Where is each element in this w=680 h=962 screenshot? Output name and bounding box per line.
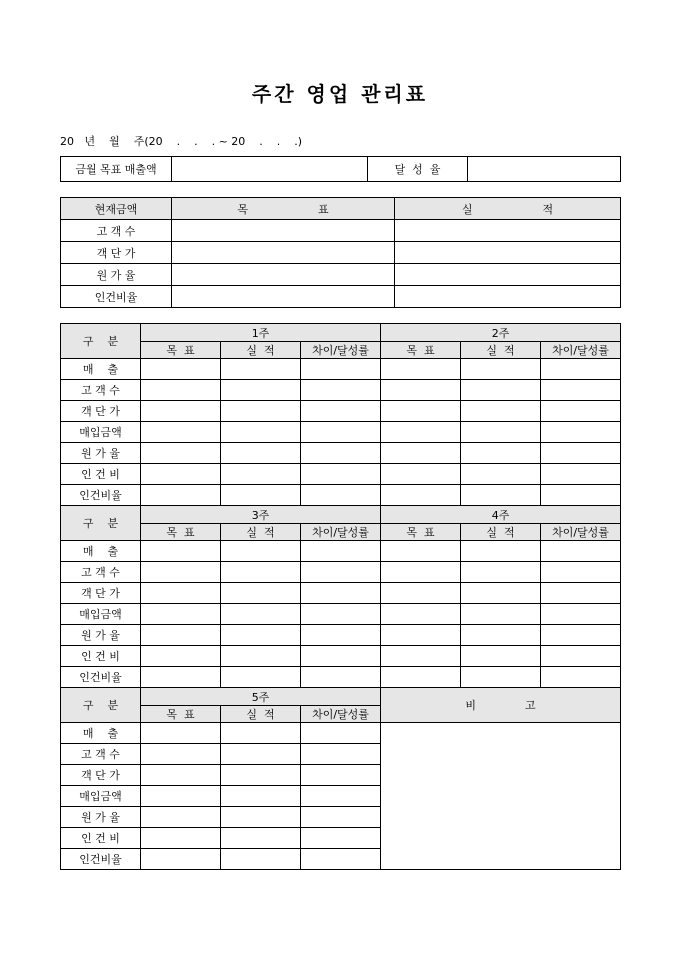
value-cell[interactable] <box>141 380 221 401</box>
table-row <box>61 443 621 464</box>
week-label: 5주 <box>141 688 381 706</box>
row-label: 매 출 <box>61 723 141 744</box>
row-label: 인 건 비 <box>61 828 141 849</box>
value-cell[interactable] <box>381 443 461 464</box>
row-label: 인건비율 <box>61 485 141 506</box>
row-label: 고 객 수 <box>61 744 141 765</box>
value-cell[interactable] <box>301 485 381 506</box>
value-cell[interactable] <box>141 359 221 380</box>
row-label: 원 가 율 <box>61 807 141 828</box>
value-cell[interactable] <box>301 359 381 380</box>
value-cell[interactable] <box>141 485 221 506</box>
value-cell[interactable] <box>301 807 381 828</box>
value-cell[interactable] <box>381 625 461 646</box>
value-cell[interactable] <box>301 401 381 422</box>
achievement-field[interactable] <box>468 157 621 182</box>
subheader-actual: 실 적 <box>221 342 301 359</box>
value-cell[interactable] <box>301 786 381 807</box>
row-label: 매 출 <box>61 541 141 562</box>
subheader-target: 목 표 <box>381 524 461 541</box>
value-cell[interactable] <box>381 604 461 625</box>
value-cell[interactable] <box>221 744 301 765</box>
value-cell[interactable] <box>381 646 461 667</box>
value-cell[interactable] <box>541 401 621 422</box>
value-cell[interactable] <box>141 604 221 625</box>
row-label: 인건비율 <box>61 667 141 688</box>
date-line: 20 년 월 주(20 . . . ~ 20 . . .) <box>60 135 303 148</box>
table-row <box>61 562 621 583</box>
row-label: 인 건 비 <box>61 646 141 667</box>
table-row <box>61 604 621 625</box>
value-cell[interactable] <box>221 807 301 828</box>
row-label: 객 단 가 <box>61 583 141 604</box>
row-label: 고 객 수 <box>61 562 141 583</box>
value-cell[interactable] <box>541 359 621 380</box>
table-row <box>61 286 621 308</box>
value-cell[interactable] <box>221 849 301 870</box>
current-amount-table <box>60 197 621 308</box>
subheader-target: 목 표 <box>381 342 461 359</box>
table-row <box>61 242 621 264</box>
value-cell[interactable] <box>461 380 541 401</box>
value-cell[interactable] <box>141 562 221 583</box>
subheader-actual: 실 적 <box>221 524 301 541</box>
value-cell[interactable] <box>381 667 461 688</box>
value-cell[interactable] <box>221 765 301 786</box>
weekly-table <box>60 323 621 870</box>
summary-table <box>60 156 621 182</box>
value-cell[interactable] <box>301 583 381 604</box>
value-cell[interactable] <box>141 786 221 807</box>
table-row <box>61 723 621 744</box>
value-cell[interactable] <box>381 541 461 562</box>
value-cell[interactable] <box>141 667 221 688</box>
subheader-variance: 차이/달성률 <box>541 524 621 541</box>
value-cell[interactable] <box>221 625 301 646</box>
subheader-variance: 차이/달성률 <box>301 524 381 541</box>
value-cell[interactable] <box>541 562 621 583</box>
value-cell[interactable] <box>381 464 461 485</box>
value-cell[interactable] <box>221 786 301 807</box>
row-label: 인건비율 <box>61 849 141 870</box>
week-label: 2주 <box>381 324 621 342</box>
target-cell[interactable] <box>172 286 395 308</box>
target-cell[interactable] <box>172 264 395 286</box>
value-cell[interactable] <box>141 646 221 667</box>
actual-cell[interactable] <box>395 242 621 264</box>
value-cell[interactable] <box>461 646 541 667</box>
remarks-field[interactable] <box>381 723 621 870</box>
value-cell[interactable] <box>221 541 301 562</box>
target-cell[interactable] <box>172 220 395 242</box>
row-label: 매입금액 <box>61 786 141 807</box>
subheader-target: 목 표 <box>141 706 221 723</box>
value-cell[interactable] <box>141 744 221 765</box>
week-label: 1주 <box>141 324 381 342</box>
value-cell[interactable] <box>461 485 541 506</box>
row-label: 객 단 가 <box>61 242 172 264</box>
value-cell[interactable] <box>461 562 541 583</box>
value-cell[interactable] <box>381 583 461 604</box>
value-cell[interactable] <box>221 667 301 688</box>
value-cell[interactable] <box>221 646 301 667</box>
subheader-actual: 실 적 <box>461 524 541 541</box>
value-cell[interactable] <box>141 464 221 485</box>
value-cell[interactable] <box>541 422 621 443</box>
table-row <box>61 422 621 443</box>
value-cell[interactable] <box>301 422 381 443</box>
value-cell[interactable] <box>301 849 381 870</box>
value-cell[interactable] <box>221 604 301 625</box>
week-label: 3주 <box>141 506 381 524</box>
value-cell[interactable] <box>381 380 461 401</box>
row-label: 매 출 <box>61 359 141 380</box>
week-label: 4주 <box>381 506 621 524</box>
row-label: 인 건 비 <box>61 464 141 485</box>
table-row <box>61 541 621 562</box>
value-cell[interactable] <box>221 380 301 401</box>
monthly-target-label: 금월 목표 매출액 <box>61 157 172 182</box>
table-row <box>61 485 621 506</box>
value-cell[interactable] <box>301 541 381 562</box>
subheader-variance: 차이/달성률 <box>301 706 381 723</box>
value-cell[interactable] <box>141 422 221 443</box>
subheader-target: 목 표 <box>141 524 221 541</box>
value-cell[interactable] <box>461 604 541 625</box>
value-cell[interactable] <box>541 464 621 485</box>
value-cell[interactable] <box>221 464 301 485</box>
row-label: 원 가 율 <box>61 625 141 646</box>
value-cell[interactable] <box>541 443 621 464</box>
value-cell[interactable] <box>221 723 301 744</box>
row-label: 인건비율 <box>61 286 172 308</box>
value-cell[interactable] <box>221 422 301 443</box>
row-label: 객 단 가 <box>61 765 141 786</box>
value-cell[interactable] <box>461 464 541 485</box>
value-cell[interactable] <box>221 485 301 506</box>
division-label: 구 분 <box>61 506 141 541</box>
row-label: 매입금액 <box>61 422 141 443</box>
value-cell[interactable] <box>541 380 621 401</box>
value-cell[interactable] <box>221 583 301 604</box>
value-cell[interactable] <box>541 604 621 625</box>
table-row <box>61 220 621 242</box>
division-label: 구 분 <box>61 688 141 723</box>
table-row <box>61 380 621 401</box>
row-label: 원 가 율 <box>61 443 141 464</box>
table-row <box>61 667 621 688</box>
value-cell[interactable] <box>141 583 221 604</box>
value-cell[interactable] <box>141 625 221 646</box>
subheader-variance: 차이/달성률 <box>301 342 381 359</box>
subheader-actual: 실 적 <box>461 342 541 359</box>
subheader-actual: 실 적 <box>221 706 301 723</box>
value-cell[interactable] <box>221 359 301 380</box>
value-cell[interactable] <box>221 443 301 464</box>
value-cell[interactable] <box>541 583 621 604</box>
value-cell[interactable] <box>141 828 221 849</box>
subheader-variance: 차이/달성률 <box>541 342 621 359</box>
table-row <box>61 464 621 485</box>
value-cell[interactable] <box>141 401 221 422</box>
value-cell[interactable] <box>301 562 381 583</box>
value-cell[interactable] <box>461 443 541 464</box>
value-cell[interactable] <box>141 541 221 562</box>
row-label: 객 단 가 <box>61 401 141 422</box>
value-cell[interactable] <box>301 723 381 744</box>
division-label: 구 분 <box>61 324 141 359</box>
current-header-item: 현재금액 <box>61 198 172 220</box>
row-label: 고 객 수 <box>61 380 141 401</box>
remarks-label: 비 고 <box>381 688 621 723</box>
value-cell[interactable] <box>381 562 461 583</box>
value-cell[interactable] <box>301 646 381 667</box>
value-cell[interactable] <box>301 744 381 765</box>
table-row <box>61 625 621 646</box>
value-cell[interactable] <box>301 380 381 401</box>
value-cell[interactable] <box>381 359 461 380</box>
value-cell[interactable] <box>141 807 221 828</box>
table-row <box>61 401 621 422</box>
value-cell[interactable] <box>461 583 541 604</box>
value-cell[interactable] <box>461 359 541 380</box>
achievement-label: 달 성 율 <box>368 157 468 182</box>
value-cell[interactable] <box>301 443 381 464</box>
value-cell[interactable] <box>461 667 541 688</box>
value-cell[interactable] <box>541 625 621 646</box>
page-title: 주간 영업 관리표 <box>251 82 429 106</box>
value-cell[interactable] <box>541 646 621 667</box>
current-header-actual: 실 적 <box>395 198 621 220</box>
value-cell[interactable] <box>301 464 381 485</box>
value-cell[interactable] <box>301 625 381 646</box>
table-row <box>61 646 621 667</box>
value-cell[interactable] <box>301 604 381 625</box>
value-cell[interactable] <box>381 422 461 443</box>
table-row <box>61 359 621 380</box>
current-header-target: 목 표 <box>172 198 395 220</box>
value-cell[interactable] <box>141 723 221 744</box>
actual-cell[interactable] <box>395 286 621 308</box>
value-cell[interactable] <box>461 541 541 562</box>
value-cell[interactable] <box>461 401 541 422</box>
value-cell[interactable] <box>461 625 541 646</box>
monthly-target-field[interactable] <box>172 157 368 182</box>
value-cell[interactable] <box>221 562 301 583</box>
actual-cell[interactable] <box>395 264 621 286</box>
value-cell[interactable] <box>301 828 381 849</box>
value-cell[interactable] <box>541 667 621 688</box>
value-cell[interactable] <box>221 828 301 849</box>
value-cell[interactable] <box>301 765 381 786</box>
actual-cell[interactable] <box>395 220 621 242</box>
table-row <box>61 583 621 604</box>
value-cell[interactable] <box>301 667 381 688</box>
subheader-target: 목 표 <box>141 342 221 359</box>
row-label: 매입금액 <box>61 604 141 625</box>
value-cell[interactable] <box>381 485 461 506</box>
value-cell[interactable] <box>141 765 221 786</box>
value-cell[interactable] <box>141 443 221 464</box>
value-cell[interactable] <box>221 401 301 422</box>
row-label: 고 객 수 <box>61 220 172 242</box>
value-cell[interactable] <box>461 422 541 443</box>
row-label: 원 가 율 <box>61 264 172 286</box>
value-cell[interactable] <box>541 485 621 506</box>
value-cell[interactable] <box>141 849 221 870</box>
value-cell[interactable] <box>541 541 621 562</box>
target-cell[interactable] <box>172 242 395 264</box>
table-row <box>61 264 621 286</box>
value-cell[interactable] <box>381 401 461 422</box>
